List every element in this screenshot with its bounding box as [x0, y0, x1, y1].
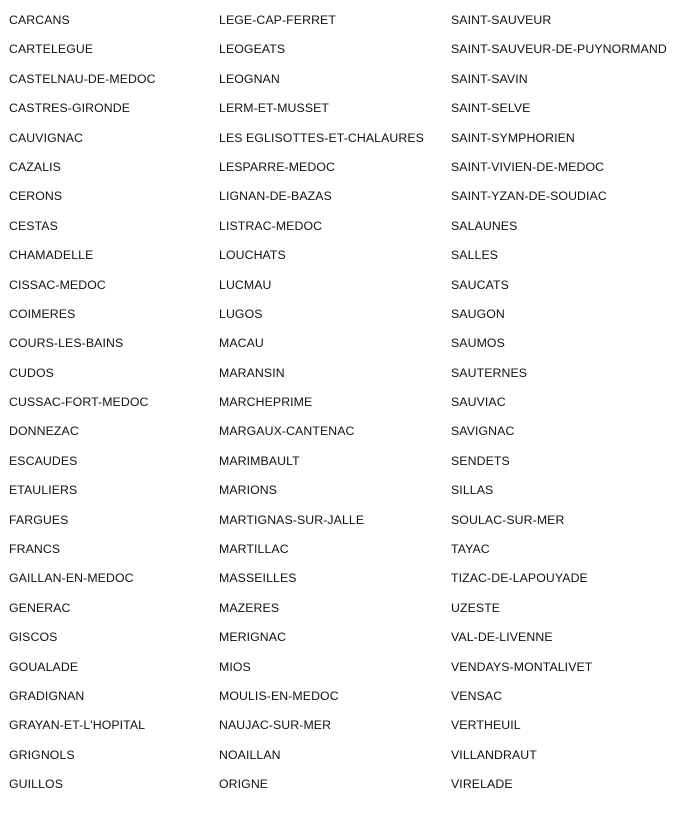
commune-name: SAINT-SAUVEUR-DE-PUYNORMAND: [451, 42, 667, 57]
commune-name: SILLAS: [451, 483, 494, 498]
commune-name: VENSAC: [451, 688, 503, 703]
commune-name: SAUMOS: [451, 336, 505, 351]
commune-name: SAINT-SYMPHORIEN: [451, 130, 575, 145]
column-2: [219, 10, 424, 804]
commune-name: ESCAUDES: [9, 453, 78, 468]
commune-name: SAINT-SAUVEUR: [451, 13, 552, 27]
commune-name: LERM-ET-MUSSET: [219, 101, 330, 116]
commune-name: CAUVIGNAC: [9, 130, 84, 145]
commune-name: DONNEZAC: [9, 424, 79, 439]
commune-name: UZESTE: [451, 600, 501, 615]
commune-name: ETAULIERS: [9, 483, 78, 498]
commune-name: CASTELNAU-DE-MEDOC: [9, 71, 156, 86]
commune-name: MIOS: [219, 659, 251, 674]
commune-name: SAINT-YZAN-DE-SOUDIAC: [451, 189, 607, 204]
commune-name: MARGAUX-CANTENAC: [219, 424, 355, 439]
commune-name: CAZALIS: [9, 159, 61, 174]
commune-name: LEOGNAN: [219, 71, 280, 86]
commune-name: SAINT-SELVE: [451, 101, 531, 116]
commune-name: CHAMADELLE: [9, 248, 94, 263]
commune-name: CARCANS: [9, 13, 70, 27]
commune-name: MASSEILLES: [219, 571, 297, 586]
column-3: [451, 10, 667, 804]
commune-name: TIZAC-DE-LAPOUYADE: [451, 571, 588, 586]
commune-name: SAVIGNAC: [451, 424, 515, 439]
commune-name: GAILLAN-EN-MEDOC: [9, 571, 134, 586]
commune-name: MOULIS-EN-MEDOC: [219, 688, 339, 703]
commune-name: MARTIGNAS-SUR-JALLE: [219, 512, 365, 527]
commune-name: GOUALADE: [9, 659, 79, 674]
commune-name: MACAU: [219, 336, 264, 351]
commune-name: SOULAC-SUR-MER: [451, 512, 565, 527]
commune-name: FRANCS: [9, 542, 61, 557]
commune-name: FARGUES: [9, 512, 69, 527]
commune-name: LUCMAU: [219, 277, 272, 292]
commune-name: CUDOS: [9, 365, 54, 380]
commune-name: GRAYAN-ET-L'HOPITAL: [9, 718, 146, 733]
commune-name: SAUTERNES: [451, 365, 528, 380]
commune-name: LES EGLISOTTES-ET-CHALAURES: [219, 130, 424, 145]
commune-name: TAYAC: [451, 542, 490, 557]
commune-name: CESTAS: [9, 218, 58, 233]
commune-name: GISCOS: [9, 630, 58, 645]
commune-name: GRIGNOLS: [9, 747, 75, 762]
commune-name: LEGE-CAP-FERRET: [219, 13, 336, 27]
commune-name: SALAUNES: [451, 218, 518, 233]
commune-name: VAL-DE-LIVENNE: [451, 630, 553, 645]
commune-name: SALLES: [451, 248, 499, 263]
commune-name: ORIGNE: [219, 777, 269, 792]
commune-name: COURS-LES-BAINS: [9, 336, 124, 351]
commune-name: SAINT-VIVIEN-DE-MEDOC: [451, 159, 605, 174]
commune-name: CERONS: [9, 189, 63, 204]
commune-name: MERIGNAC: [219, 630, 287, 645]
commune-name: LOUCHATS: [219, 248, 286, 263]
commune-name: CASTRES-GIRONDE: [9, 101, 131, 116]
commune-name: LEOGEATS: [219, 42, 286, 57]
commune-name: LESPARRE-MEDOC: [219, 159, 335, 174]
commune-name: CISSAC-MEDOC: [9, 277, 106, 292]
commune-name: SAUCATS: [451, 277, 509, 292]
commune-name: MARTILLAC: [219, 542, 289, 557]
commune-name: VERTHEUIL: [451, 718, 521, 733]
commune-name: MARCHEPRIME: [219, 395, 313, 410]
commune-name: LIGNAN-DE-BAZAS: [219, 189, 332, 204]
commune-name: GRADIGNAN: [9, 688, 85, 703]
commune-name: SENDETS: [451, 453, 510, 468]
commune-name: MARANSIN: [219, 365, 285, 380]
commune-name: SAUVIAC: [451, 395, 506, 410]
commune-name: LISTRAC-MEDOC: [219, 218, 323, 233]
commune-name: GENERAC: [9, 600, 71, 615]
commune-name: COIMERES: [9, 306, 76, 321]
column-1: [9, 10, 156, 804]
commune-name: VILLANDRAUT: [451, 747, 537, 762]
commune-name: VENDAYS-MONTALIVET: [451, 659, 593, 674]
commune-name: VIRELADE: [451, 777, 513, 792]
commune-name: SAINT-SAVIN: [451, 71, 528, 86]
commune-name: CUSSAC-FORT-MEDOC: [9, 395, 149, 410]
commune-name: GUILLOS: [9, 777, 64, 792]
commune-name: MARIONS: [219, 483, 278, 498]
commune-name: MARIMBAULT: [219, 453, 300, 468]
commune-name: CARTELEGUE: [9, 42, 94, 57]
commune-name: MAZERES: [219, 600, 280, 615]
commune-name: NAUJAC-SUR-MER: [219, 718, 332, 733]
commune-name: SAUGON: [451, 306, 505, 321]
commune-name: LUGOS: [219, 306, 263, 321]
commune-name: NOAILLAN: [219, 747, 281, 762]
